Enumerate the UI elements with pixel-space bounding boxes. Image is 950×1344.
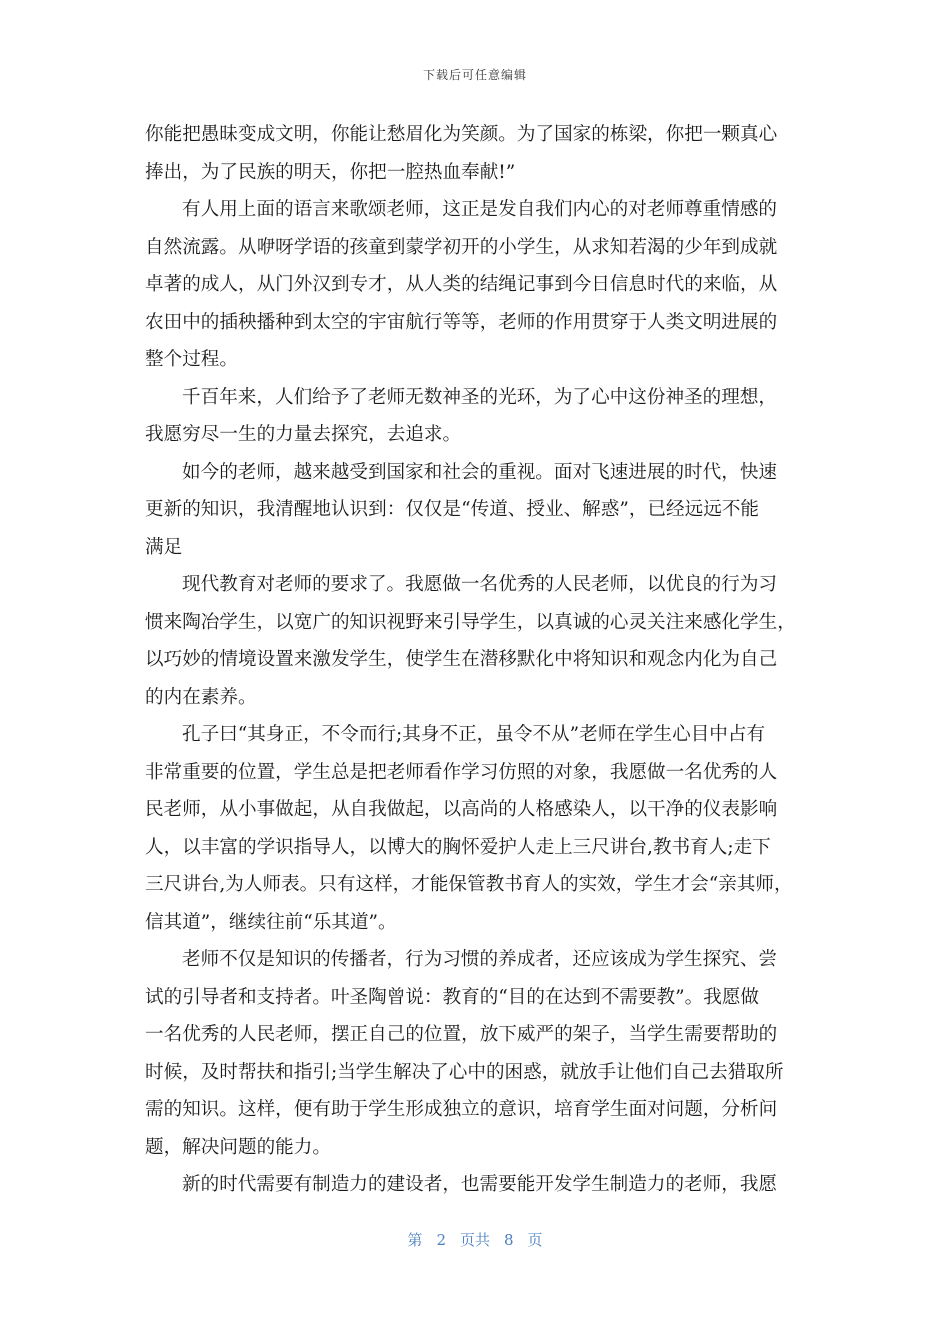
text-line: 如今的老师，越来越受到国家和社会的重视。面对飞速进展的时代，快速 xyxy=(182,461,778,483)
footer-suffix: 页 xyxy=(527,1231,543,1249)
text-line: 非常重要的位置，学生总是把老师看作学习仿照的对象，我愿做一名优秀的人 xyxy=(145,761,778,783)
page-footer xyxy=(0,1229,950,1250)
text-line: 捧出，为了民族的明天，你把一腔热血奉献!” xyxy=(145,161,516,183)
text-line: 题，解决问题的能力。 xyxy=(145,1136,331,1158)
footer-prefix: 第 xyxy=(407,1231,423,1249)
text-line: 惯来陶冶学生，以宽广的知识视野来引导学生，以真诚的心灵关注来感化学生， xyxy=(145,611,796,633)
text-line: 需的知识。这样，便有助于学生形成独立的意识，培育学生面对问题，分析问 xyxy=(145,1099,778,1120)
footer-current-page: 2 xyxy=(436,1231,446,1249)
text-line: 以巧妙的情境设置来激发学生，使学生在潜移默化中将知识和观念内化为自己 xyxy=(145,649,778,670)
text-line: 千百年来，人们给予了老师无数神圣的光环，为了心中这份神圣的理想， xyxy=(182,386,778,408)
text-line: 试的引导者和支持者。叶圣陶曾说：教育的“目的在达到不需要教”。我愿做 xyxy=(145,986,760,1008)
text-line: 整个过程。 xyxy=(145,349,238,370)
text-line: 信其道”，继续往前“乐其道”。 xyxy=(145,911,397,933)
footer-middle: 页共 xyxy=(459,1231,490,1249)
text-line: 农田中的插秧播种到太空的宇宙航行等等，老师的作用贯穿于人类文明进展的 xyxy=(145,311,778,333)
text-line: 三尺讲台,为人师表。只有这样，才能保管教书育人的实效，学生才会“亲其师， xyxy=(145,874,793,895)
text-line: 老师不仅是知识的传播者，行为习惯的养成者，还应该成为学生探究、尝 xyxy=(182,949,778,970)
text-line: 民老师，从小事做起，从自我做起，以高尚的人格感染人，以干净的仪表影响 xyxy=(145,799,778,820)
text-line: 一名优秀的人民老师，摆正自己的位置，放下威严的架子，当学生需要帮助的 xyxy=(145,1024,778,1045)
footer-total-pages: 8 xyxy=(504,1231,514,1249)
page-header xyxy=(0,66,950,83)
text-line: 满足 xyxy=(145,536,183,558)
text-line: 卓著的成人，从门外汉到专才，从人类的结绳记事到今日信息时代的来临，从 xyxy=(145,274,778,295)
header-text: 下载后可任意编辑 xyxy=(422,68,527,82)
text-line: 自然流露。从咿呀学语的孩童到蒙学初开的小学生，从求知若渴的少年到成就 xyxy=(145,236,778,258)
text-line: 有人用上面的语言来歌颂老师，这正是发自我们内心的对老师尊重情感的 xyxy=(182,199,778,220)
text-line: 孔子曰“其身正，不令而行;其身不正，虽令不从”老师在学生心目中占有 xyxy=(182,724,766,745)
text-line: 现代教育对老师的要求了。我愿做一名优秀的人民老师，以优良的行为习 xyxy=(182,574,778,595)
text-line: 我愿穷尽一生的力量去探究，去追求。 xyxy=(145,424,462,445)
text-line: 时候，及时帮扶和指引;当学生解决了心中的困惑，就放手让他们自己去猎取所 xyxy=(145,1061,784,1083)
text-line: 人，以丰富的学识指导人，以博大的胸怀爱护人走上三尺讲台,教书育人;走下 xyxy=(145,836,771,858)
document-body xyxy=(145,116,809,1204)
text-line: 新的时代需要有制造力的建设者，也需要能开发学生制造力的老师，我愿 xyxy=(182,1174,778,1195)
text-line: 更新的知识，我清醒地认识到：仅仅是“传道、授业、解惑”，已经远远不能 xyxy=(145,499,760,520)
text-line: 你能把愚昧变成文明，你能让愁眉化为笑颜。为了国家的栋梁，你把一颗真心 xyxy=(145,124,778,145)
text-line: 的内在素养。 xyxy=(145,686,257,708)
